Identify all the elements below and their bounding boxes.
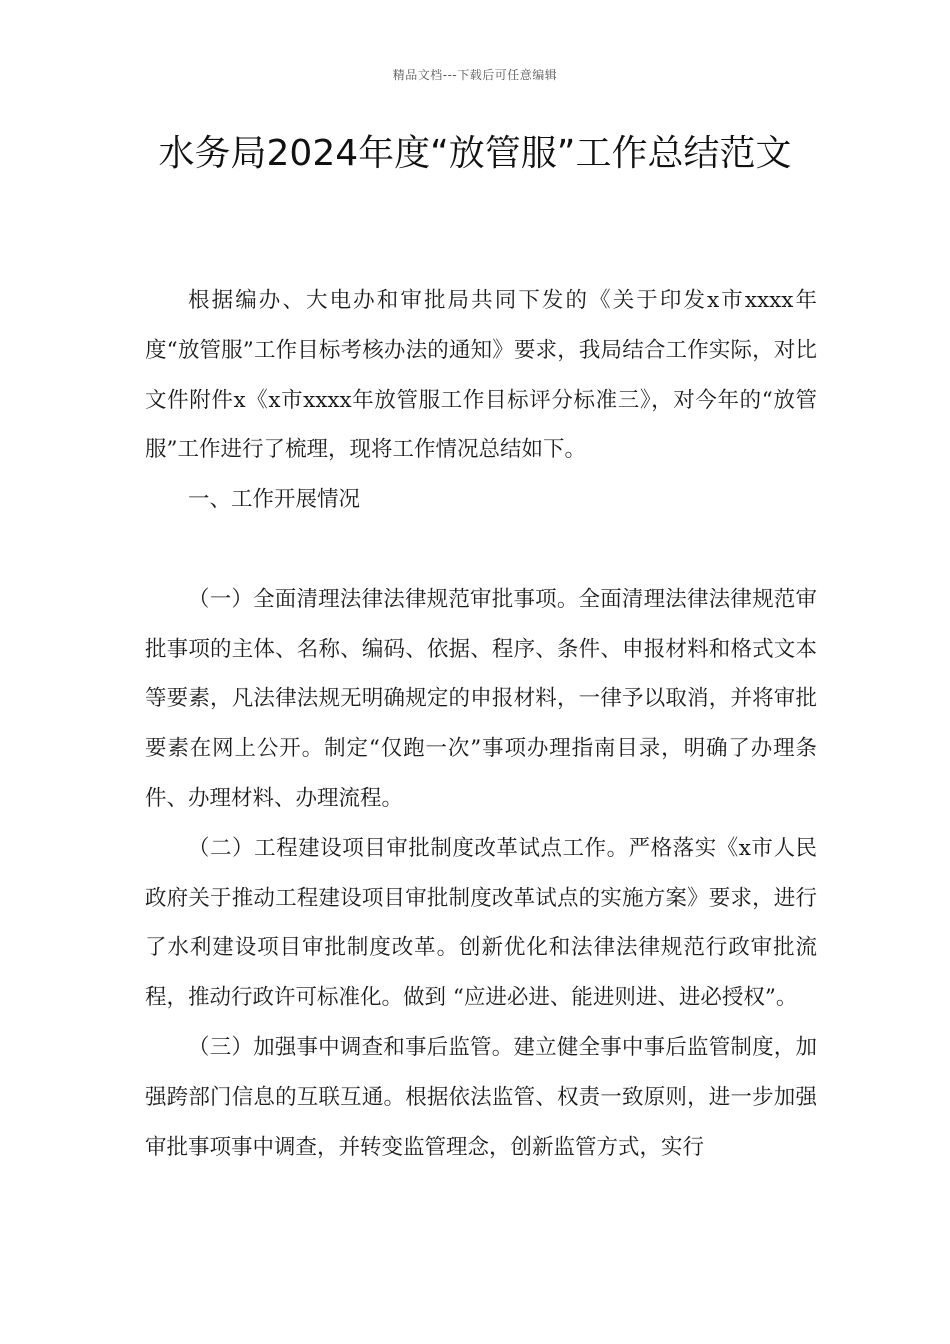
- section-heading: 一、工作开展情况: [188, 487, 361, 513]
- paragraph-item-2: （二）工程建设项目审批制度改革试点工作。严格落实《x市人民政府关于推动工程建设项目审批制度改革试点的实施方案》要求，进行了水利建设项目审批制度改革。创新优化和法律法律规范行政审批流程，推动行政许可标准化。做到 “应进必进、能进则进、进必授权”。: [145, 835, 817, 1011]
- document-body: [145, 276, 817, 1172]
- paragraph-intro: 根据编办、大电办和审批局共同下发的《关于印发x市xxxx年度“放管服”工作目标考核办法的通知》要求，我局结合工作实际，对比文件附件x《x市xxxx年放管服工作目标评分标准三》，对今年的“放管服”工作进行了梳理，现将工作情况总结如下。: [145, 288, 817, 463]
- paragraph-item-1: （一）全面清理法律法律规范审批事项。全面清理法律法律规范审批事项的主体、名称、编码、依据、程序、条件、申报材料和格式文本等要素，凡法律法规无明确规定的申报材料，一律予以取消，并将审批要素在网上公开。制定“仅跑一次”事项办理指南目录，明确了办理条件、办理材料、办理流程。: [145, 586, 817, 811]
- document-title: 水务局2024年度“放管服”工作总结范文: [158, 133, 792, 174]
- header-note: 精品文档---下载后可任意编辑: [392, 68, 558, 82]
- paragraph-item-3: （三）加强事中调查和事后监管。建立健全事中事后监管制度，加强跨部门信息的互联互通。根据依法监管、权责一致原则，进一步加强审批事项事中调查，并转变监管理念，创新监管方式，实行: [145, 1034, 817, 1160]
